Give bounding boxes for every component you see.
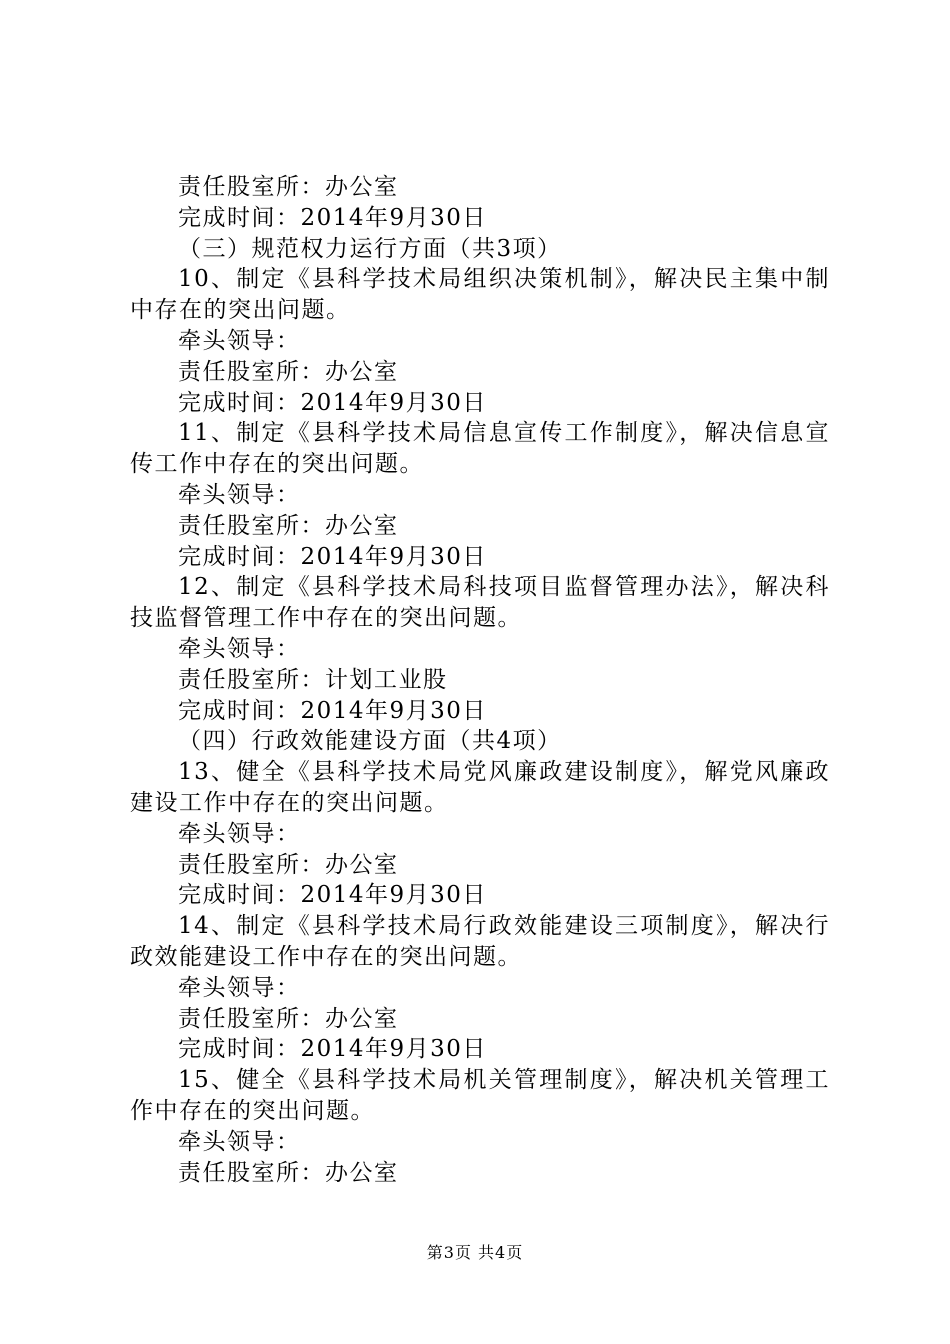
completion-time-line: 完成时间：2014年9月30日 [178,1036,487,1063]
item-paragraph: 12、制定《县科学技术局科技项目监督管理办法》，解决科技监督管理工作中存在的突出问题。 [130,574,830,632]
item-paragraph: 13、健全《县科学技术局党风廉政建设制度》，解党风廉政建设工作中存在的突出问题。 [130,759,830,816]
lead-leader-line: 牵头领导： [178,327,301,354]
completion-time-line: 完成时间：2014年9月30日 [178,389,487,416]
responsible-office-line: 责任股室所：办公室 [178,174,399,200]
responsible-office-line: 责任股室所：办公室 [178,358,399,385]
completion-time-line: 完成时间：2014年9月30日 [178,882,487,909]
lead-leader-line: 牵头领导： [178,820,301,847]
responsible-office-line: 责任股室所：办公室 [178,851,399,878]
responsible-office-line: 责任股室所：计划工业股 [178,666,448,693]
responsible-office-line: 责任股室所：办公室 [178,1005,399,1032]
item-paragraph: 15、健全《县科学技术局机关管理制度》，解决机关管理工作中存在的突出问题。 [130,1067,830,1124]
section-heading: （四）行政效能建设方面（共4项） [178,728,562,755]
item-paragraph: 11、制定《县科学技术局信息宣传工作制度》，解决信息宣传工作中存在的突出问题。 [130,420,830,478]
item-paragraph: 14、制定《县科学技术局行政效能建设三项制度》，解决行政效能建设工作中存在的突出问题。 [130,913,830,970]
completion-time-line: 完成时间：2014年9月30日 [178,543,487,570]
lead-leader-line: 牵头领导： [178,481,301,508]
lead-leader-line: 牵头领导： [178,974,301,1001]
page-number-footer: 第3页 共4页 [426,1243,524,1262]
lead-leader-line: 牵头领导： [178,635,301,662]
item-paragraph: 10、制定《县科学技术局组织决策机制》，解决民主集中制中存在的突出问题。 [130,266,830,324]
completion-time-line: 完成时间：2014年9月30日 [178,204,487,231]
lead-leader-line: 牵头领导： [178,1128,301,1155]
section-heading: （三）规范权力运行方面（共3项） [178,235,562,262]
responsible-office-line: 责任股室所：办公室 [178,512,399,539]
document-body [130,172,830,1188]
completion-time-line: 完成时间：2014年9月30日 [178,697,487,724]
responsible-office-line: 责任股室所：办公室 [178,1159,399,1186]
